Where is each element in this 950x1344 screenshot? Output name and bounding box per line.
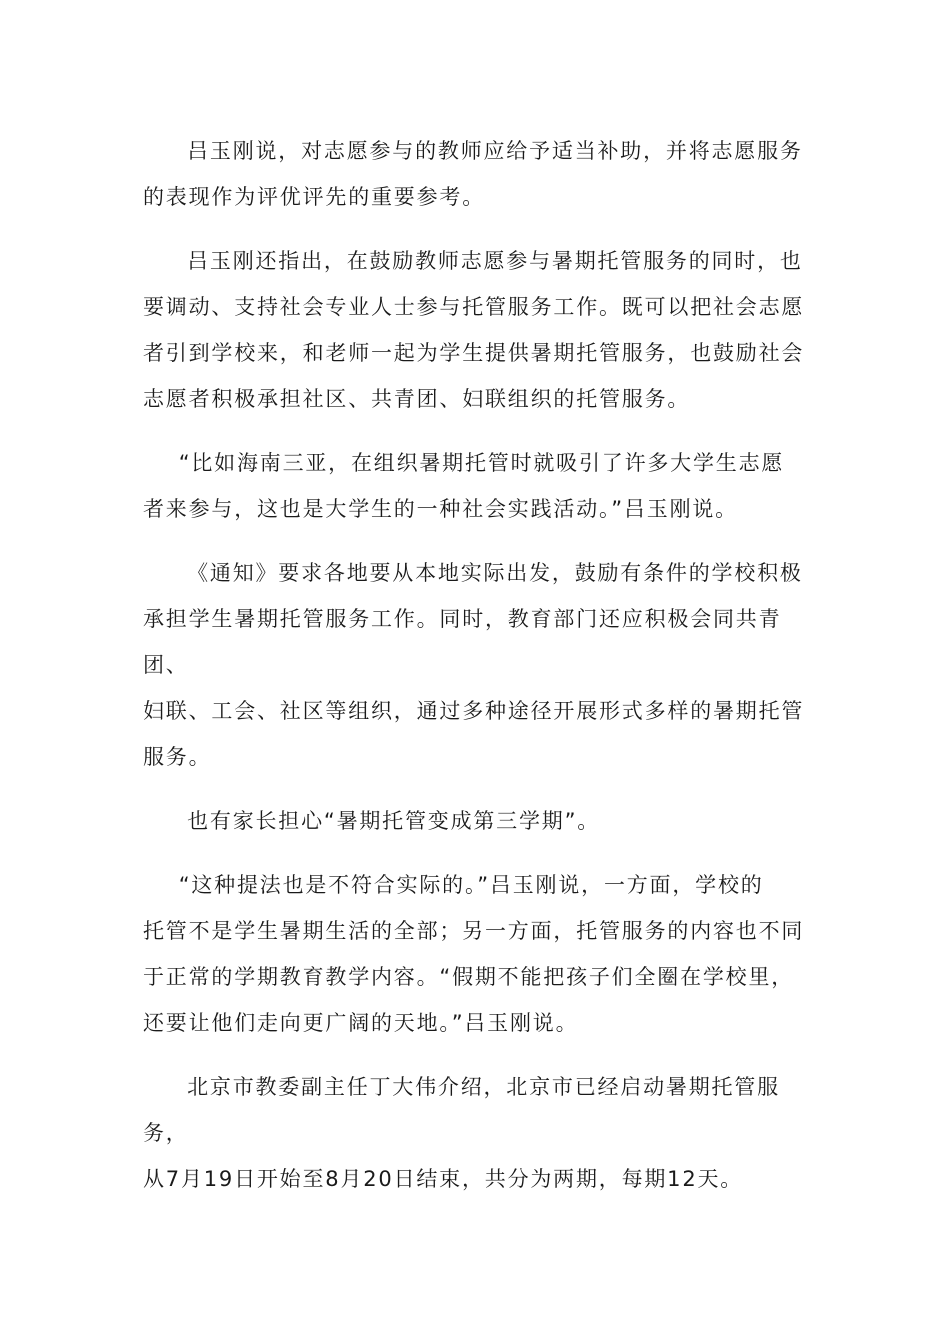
paragraph-1: 吕玉刚说，对志愿参与的教师应给予适当补助，并将志愿服务 的表现作为评优评先的重要参考。 bbox=[143, 139, 803, 209]
paragraph-2: 吕玉刚还指出，在鼓励教师志愿参与暑期托管服务的同时，也 要调动、支持社会专业人士参与托管服务工作。既可以把社会志愿 者引到学校来，和老师一起为学生提供暑期托管服务，也鼓励社会 志愿者积极承担社区、共青团、妇联组织的托管服务。 bbox=[143, 249, 805, 411]
paragraph-4: 《通知》要求各地要从本地实际出发，鼓励有条件的学校积极 承担学生暑期托管服务工作。同时，教育部门还应积极会同共青团、 妇联、工会、社区等组织，通过多种途径开展形式多样的暑期托管 服务。 bbox=[143, 561, 805, 769]
paragraph-7: 北京市教委副主任丁大伟介绍，北京市已经启动暑期托管服务， 从7月19日开始至8月20日结束，共分为两期，每期12天。 bbox=[143, 1075, 780, 1191]
paragraph-3: “比如海南三亚，在组织暑期托管时就吸引了许多大学生志愿 者来参与，这也是大学生的一种社会实践活动。”吕玉刚说。 bbox=[143, 451, 785, 521]
paragraph-6: “这种提法也是不符合实际的。”吕玉刚说，一方面，学校的 托管不是学生暑期生活的全部；另一方面，托管服务的内容也不同 于正常的学期教育教学内容。“假期不能把孩子们全圈在学校里， 还要让他们走向更广阔的天地。”吕玉刚说。 bbox=[143, 873, 805, 1035]
article-body bbox=[143, 128, 823, 1220]
paragraph-5: 也有家长担心“暑期托管变成第三学期”。 bbox=[187, 809, 601, 833]
